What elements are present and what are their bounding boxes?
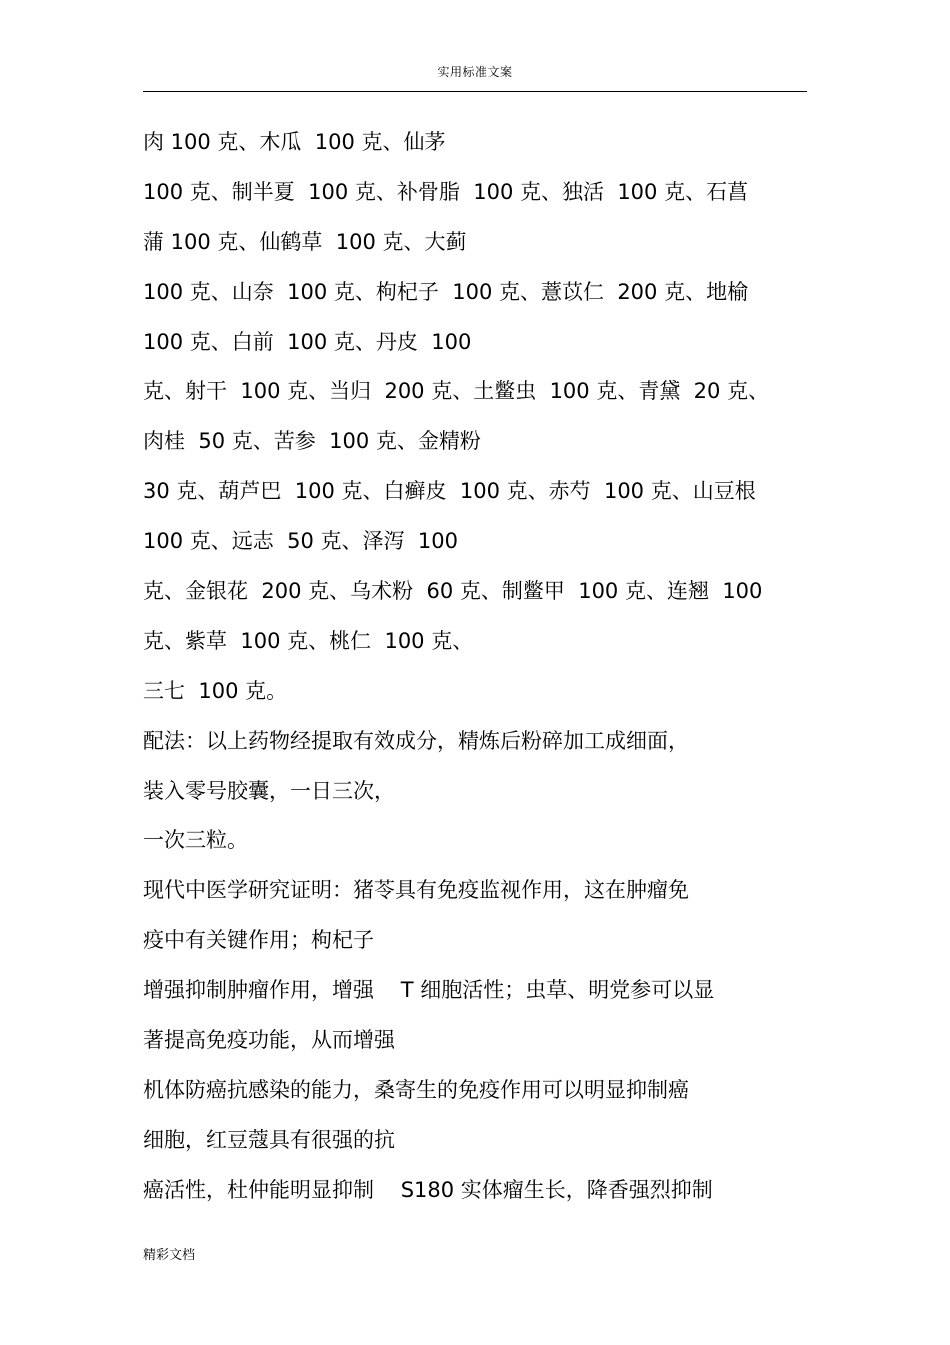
body-line: 现代中医学研究证明：猪苓具有免疫监视作用，这在肿瘤免 xyxy=(143,878,689,903)
page-footer: 精彩文档 xyxy=(143,1248,196,1263)
body-line: 机体防癌抗感染的能力，桑寄生的免疫作用可以明显抑制癌 xyxy=(143,1077,689,1102)
page-header: 实用标准文案 xyxy=(437,65,513,79)
body-line: 增强抑制肿瘤作用，增强 T 细胞活性；虫草、明党参可以显 xyxy=(143,978,715,1003)
body-line: 著提高免疫功能，从而增强 xyxy=(143,1028,395,1053)
body-line: 肉桂 50 克、苦参 100 克、金精粉 xyxy=(143,429,481,454)
body-line: 克、射干 100 克、当归 200 克、土鳖虫 100 克、青黛 20 克、 xyxy=(143,379,770,404)
body-line: 三七 100 克。 xyxy=(143,678,288,703)
body-line: 30 克、葫芦巴 100 克、白癣皮 100 克、赤芍 100 克、山豆根 xyxy=(143,479,756,504)
body-line: 蒲 100 克、仙鹤草 100 克、大蓟 xyxy=(143,229,467,254)
body-line: 配法：以上药物经提取有效成分，精炼后粉碎加工成细面， xyxy=(143,728,689,753)
body-line: 100 克、山奈 100 克、枸杞子 100 克、薏苡仁 200 克、地榆 xyxy=(143,279,749,304)
header-divider xyxy=(143,91,807,92)
body-line: 细胞，红豆蔻具有很强的抗 xyxy=(143,1127,395,1152)
document-body xyxy=(143,124,823,1222)
body-line: 克、金银花 200 克、乌术粉 60 克、制鳖甲 100 克、连翘 100 xyxy=(143,579,763,604)
body-line: 一次三粒。 xyxy=(143,828,248,853)
body-line: 疫中有关键作用；枸杞子 xyxy=(143,928,374,953)
body-line: 装入零号胶囊，一日三次， xyxy=(143,778,395,803)
body-line: 癌活性，杜仲能明显抑制 S180 实体瘤生长，降香强烈抑制 xyxy=(143,1177,713,1202)
body-line: 100 克、白前 100 克、丹皮 100 xyxy=(143,329,472,354)
body-line: 100 克、制半夏 100 克、补骨脂 100 克、独活 100 克、石菖 xyxy=(143,179,749,204)
body-line: 肉 100 克、木瓜 100 克、仙茅 xyxy=(143,130,446,154)
body-line: 克、紫草 100 克、桃仁 100 克、 xyxy=(143,628,474,653)
body-line: 100 克、远志 50 克、泽泻 100 xyxy=(143,529,458,554)
